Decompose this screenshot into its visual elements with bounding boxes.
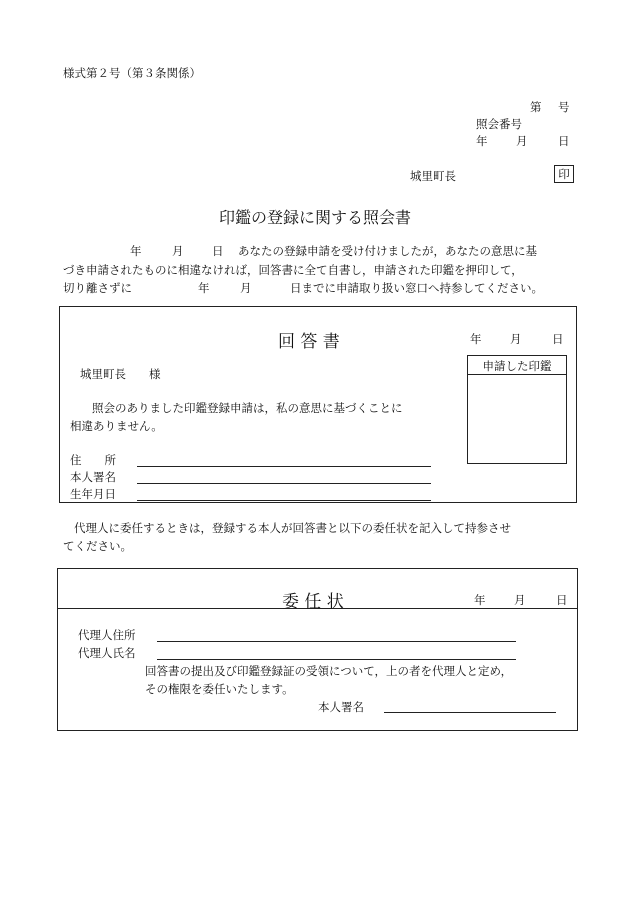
reply-body-line2: 相違ありません。 — [70, 419, 163, 433]
deadline-month: 月 — [240, 281, 252, 295]
birth-date-field[interactable] — [137, 500, 431, 501]
reply-year: 年 — [470, 332, 482, 346]
agent-name-label: 代理人氏名 — [78, 646, 136, 660]
reply-day: 日 — [552, 332, 564, 346]
intro-line2: づき申請されたものに相違なければ，回答書に全て自書し，申請された印鑑を押印して， — [63, 263, 523, 277]
reply-addressee: 城里町長 様 — [80, 367, 161, 381]
proxy-text-line1: 回答書の提出及び印鑑登録証の受領について，上の者を代理人と定め， — [145, 664, 513, 678]
proxy-title: 委 任 状 — [282, 592, 344, 612]
agent-address-field[interactable] — [157, 641, 516, 642]
agent-name-field[interactable] — [157, 659, 516, 660]
intro-year: 年 — [130, 244, 142, 258]
inquiry-number-label: 照会番号 — [476, 117, 522, 131]
signature-label: 本人署名 — [70, 470, 116, 484]
proxy-note-line1: 代理人に委任するときは，登録する本人が回答書と以下の委任状を記入して持参させ — [74, 521, 511, 535]
header-year: 年 — [476, 134, 488, 148]
intro-day: 日 — [212, 244, 224, 258]
number-dai: 第 — [530, 100, 542, 114]
agent-address-label: 代理人住所 — [78, 628, 136, 642]
mayor-title: 城里町長 — [410, 169, 456, 183]
address-label: 住 所 — [70, 453, 116, 467]
intro-month: 月 — [172, 244, 184, 258]
form-number: 様式第２号（第３条関係） — [63, 66, 201, 80]
intro-line1: あなたの登録申請を受け付けましたが，あなたの意思に基 — [238, 244, 537, 258]
number-gou: 号 — [558, 100, 570, 114]
signature-field[interactable] — [137, 483, 431, 484]
proxy-signature-label: 本人署名 — [318, 700, 364, 714]
proxy-year: 年 — [474, 593, 486, 607]
proxy-text-line2: その権限を委任いたします。 — [145, 682, 294, 696]
proxy-note-line2: てください。 — [63, 539, 132, 553]
deadline-year: 年 — [198, 281, 210, 295]
reply-body-line1: 照会のありました印鑑登録申請は，私の意思に基づくことに — [92, 401, 403, 415]
proxy-month: 月 — [514, 593, 526, 607]
seal-box-label: 申請した印鑑 — [482, 359, 552, 373]
address-field[interactable] — [137, 466, 431, 467]
birth-date-label: 生年月日 — [70, 487, 116, 501]
proxy-day: 日 — [556, 593, 568, 607]
reply-month: 月 — [510, 332, 522, 346]
header-month: 月 — [516, 134, 528, 148]
header-day: 日 — [558, 134, 570, 148]
seal-mark: 印 — [554, 165, 574, 183]
document-title: 印鑑の登録に関する照会書 — [218, 208, 411, 227]
intro-line3-end: 日までに申請取り扱い窓口へ持参してください。 — [290, 281, 543, 295]
seal-box-divider — [467, 374, 567, 375]
intro-line3-start: 切り離さずに — [63, 281, 132, 295]
reply-title: 回 答 書 — [278, 332, 340, 352]
proxy-signature-field[interactable] — [384, 712, 556, 713]
